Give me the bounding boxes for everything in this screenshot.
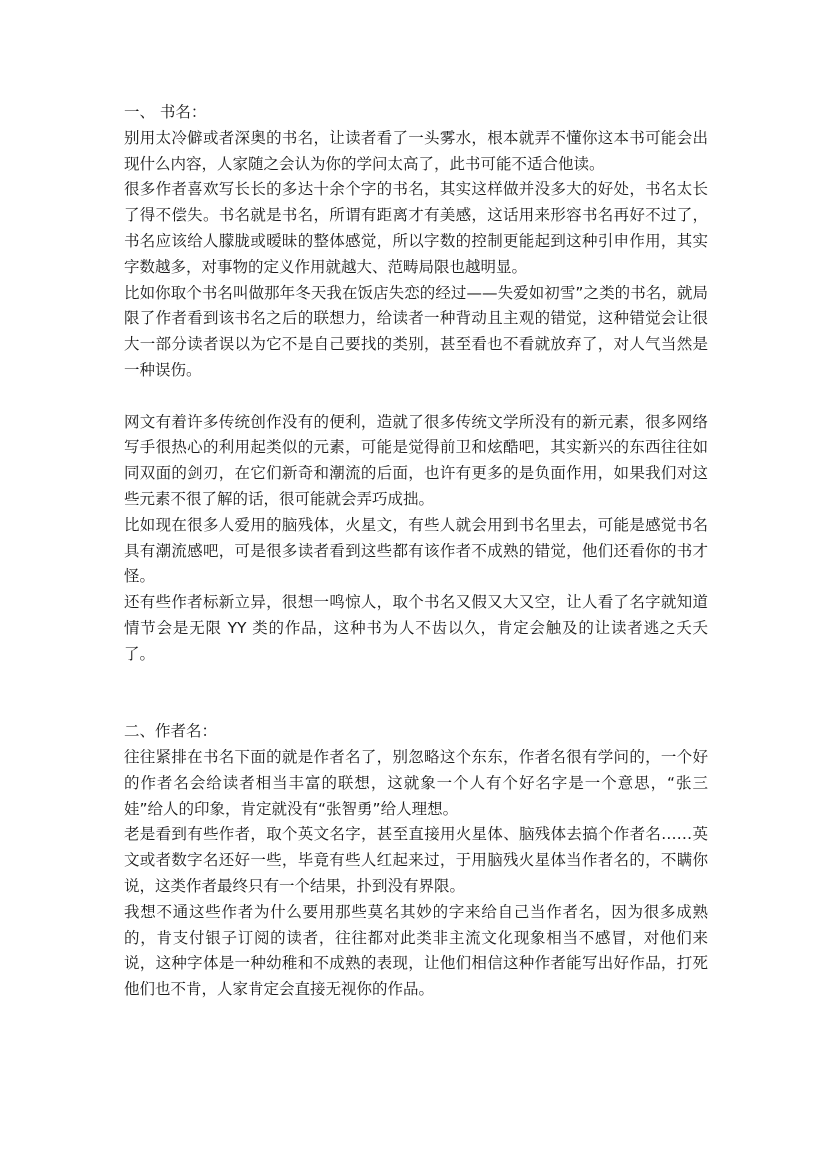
paragraph: 比如你取个书名叫做那年冬天我在饭店失恋的经过——失爱如初雪”之类的书名，就局限了作者看到该书名之后的联想力，给读者一种背动且主观的错觉，这种错觉会让很大一部分读者误以为它不是自己要找的类别，甚至看也不看就放弃了，对人气当然是一种误伤。 xyxy=(124,283,708,379)
paragraph: 比如现在很多人爱用的脑残体，火星文，有些人就会用到书名里去，可能是感觉书名具有潮流感吧，可是很多读者看到这些都有该作者不成熟的错觉，他们还看你的书才怪。 xyxy=(124,515,708,586)
paragraph: 别用太冷僻或者深奥的书名，让读者看了一头雾水，根本就弄不懂你这本书可能会出现什么内容，人家随之会认为你的学问太高了，此书可能不适合他读。 xyxy=(124,128,708,173)
section-title-book-name: 一、 书名： xyxy=(124,103,207,121)
paragraph: 很多作者喜欢写长长的多达十余个字的书名，其实这样做并没多大的好处，书名太长了得不偿失。书名就是书名，所谓有距离才有美感，这话用来形容书名再好不过了，书名应该给人朦胧或暧昧的整体感觉，所以字数的控制更能起到这种引申作用，其实字数越多，对事物的定义作用就越大、范畴局限也越明显。 xyxy=(124,180,708,276)
paragraph: 还有些作者标新立异，很想一鸣惊人，取个书名又假又大又空，让人看了名字就知道情节会是无限 YY 类的作品，这种书为人不齿以久，肯定会触及的让读者逃之夭夭了。 xyxy=(124,593,708,663)
paragraph: 老是看到有些作者，取个英文名字，甚至直接用火星体、脑残体去搞个作者名……英文或者数字名还好一些，毕竟有些人红起来过，于用脑残火星体当作者名的，不瞒你说，这类作者最终只有一个结果，扑到没有界限。 xyxy=(124,825,708,895)
paragraph-gap xyxy=(124,384,708,410)
section-gap xyxy=(124,668,708,720)
section-title-author-name: 二、作者名： xyxy=(124,722,218,741)
paragraph: 往往紧排在书名下面的就是作者名了，别忽略这个东东，作者名很有学问的，一个好的作者名会给读者相当丰富的联想，这就象一个人有个好名字是一个意思，“张三娃”给人的印象，肯定就没有“张智勇”给人理想。 xyxy=(124,747,708,818)
paragraph: 我想不通这些作者为什么要用那些莫名其妙的字来给自己当作者名，因为很多成熟的，肯支付银子订阅的读者，往往都对此类非主流文化现象相当不感冒，对他们来说，这种字体是一种幼稚和不成熟的表现，让他们相信这种作者能写出好作品，打死他们也不肯，人家肯定会直接无视你的作品。 xyxy=(124,902,708,999)
paragraph: 网文有着许多传统创作没有的便利，造就了很多传统文学所没有的新元素，很多网络写手很热心的利用起类似的元素，可能是觉得前卫和炫酷吧，其实新兴的东西往往如同双面的剑刃，在它们新奇和潮流的后面，也许有更多的是负面作用，如果我们对这些元素不很了解的话，很可能就会弄巧成拙。 xyxy=(124,412,708,508)
document-page xyxy=(124,100,708,1003)
